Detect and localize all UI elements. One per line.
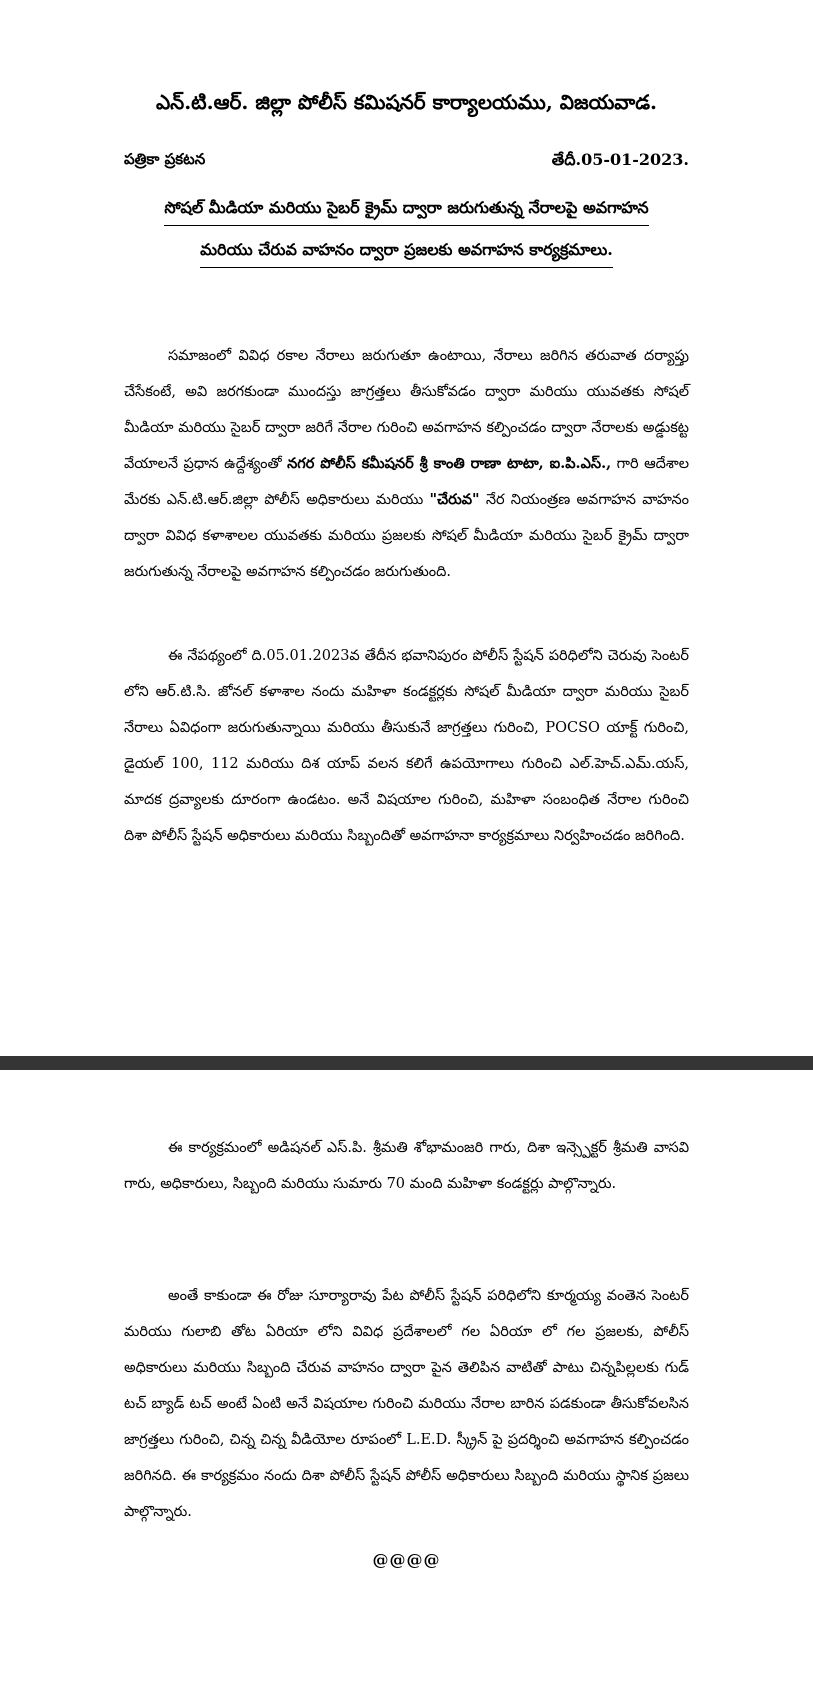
paragraph-3: ఈ కార్యక్రమంలో అడిషనల్ ఎస్.పి. శ్రీమతి శోభామంజరి గారు, దిశా ఇన్స్పెక్టర్ శ్రీమతి వాసవి గారు, అధికారులు, సిబ్బంది మరియు సుమారు 70 మంది మహిళా కండక్టర్లు పాల్గొన్నారు.	[124, 1140, 689, 1192]
headline-line-1	[0, 198, 813, 226]
press-release-label: పత్రికా ప్రకటన	[124, 150, 206, 168]
commissioner-name: నగర పోలీస్ కమీషనర్ శ్రీ కాంతి రాణా టాటా, ఐ.పి.ఎస్.,	[287, 455, 612, 472]
page-separator	[0, 1056, 813, 1070]
paragraph-1-text-c: నేర నియంత్రణ అవగాహన వాహనం ద్వారా వివిధ కళాశాలల యువతకు మరియు ప్రజలకు సోషల్ మీడియా మరియు సైబర్ క్రైమ్ ద్వారా జరుగుతున్న నేరాలపై అవగాహన కల్పించడం జరుగుతుంది.	[124, 492, 689, 580]
paragraph-1	[124, 338, 689, 590]
document-date: తేదీ.05-01-2023.	[551, 150, 689, 169]
headline-line-2	[0, 240, 813, 268]
document-page-2	[0, 1070, 813, 1692]
end-mark: @@@@	[372, 1550, 441, 1569]
paragraph-1-text-b: గారి ఆదేశాల మేరకు ఎన్.టి.ఆర్.జిల్లా పోలీస్ అధికారులు మరియు	[124, 456, 689, 508]
headline-text-1: సోషల్ మీడియా మరియు సైబర్ క్రైమ్ ద్వారా జరుగుతున్న నేరాలపై అవగాహన	[164, 198, 648, 226]
paragraph-4: అంతే కాకుండా ఈ రోజు సూర్యారావు పేట పోలీస్ స్టేషన్ పరిధిలోని కూర్మయ్య వంతెన సెంటర్ మరియు గులాబి తోట ఏరియా లోని వివిధ ప్రదేశాలలో గల ఏరియా లో గల ప్రజలకు, పోలీస్ అధికారులు మరియు సిబ్బంది చేరువ వాహనం ద్వారా పైన తెలిపిన వాటితో పాటు చిన్నపిల్లలకు గుడ్ టచ్ బ్యాడ్ టచ్ అంటే ఏంటి అనే విషయాల గురించి మరియు నేరాల బారిన పడకుండా తీసుకోవలసిన జాగ్రత్తలు గురించి, చిన్న చిన్న వీడియోల రూపంలో L.E.D. స్క్రీన్ పై ప్రదర్శించి అవగాహన కల్పించడం జరిగినది. ఈ కార్యక్రమం నందు దిశా పోలీస్ స్టేషన్ పోలీస్ అధికారులు సిబ్బంది మరియు స్థానిక ప్రజలు పాల్గొన్నారు.	[124, 1288, 689, 1520]
cheruva-name: "చేరువ"	[429, 491, 480, 508]
headline-text-2: మరియు చేరువ వాహనం ద్వారా ప్రజలకు అవగాహన కార్యక్రమాలు.	[200, 240, 613, 268]
paragraph-2: ఈ నేపథ్యంలో ది.05.01.2023వ తేదీన భవానిపురం పోలీస్ స్టేషన్ పరిధిలోని చెరువు సెంటర్ లోని ఆర్.టి.సి. జోనల్ కళాశాల నందు మహిళా కండక్టర్లకు సోషల్ మీడియా ద్వారా మరియు సైబర్ నేరాలు ఏవిధంగా జరుగుతున్నాయి మరియు తీసుకునే జాగ్రత్తలు గురించి, POCSO యాక్ట్ గురించి, డైయల్ 100, 112 మరియు దిశ యాప్ వలన కలిగే ఉపయోగాలు గురించి ఎల్.హెచ్.ఎమ్.యస్, మాదక ద్రవ్యాలకు దూరంగా ఉండటం. అనే విషయాల గురించి, మహిళా సంబంధిత నేరాల గురించి దిశా పోలీస్ స్టేషన్ అధికారులు మరియు సిబ్బందితో అవగాహనా కార్యక్రమాలు నిర్వహించడం జరిగింది.	[124, 648, 689, 844]
paragraph-1-text-a: సమాజంలో వివిధ రకాల నేరాలు జరుగుతూ ఉంటాయి, నేరాలు జరిగిన తరువాత దర్యాప్తు చేసేకంటే, అవి జరగకుండా ముందస్తు జాగ్రత్తలు తీసుకోవడం ద్వారా మరియు యువతకు సోషల్ మీడియా మరియు సైబర్ ద్వారా జరిగే నేరాల గురించి అవగాహన కల్పించడం ద్వారా నేరాలకు అడ్డుకట్ట వేయాలనే ప్రధాన ఉద్దేశ్యంతో	[124, 348, 689, 472]
office-title: ఎన్.టి.ఆర్. జిల్లా పోలీస్ కమిషనర్ కార్యాలయము, విజయవాడ.	[155, 90, 658, 114]
